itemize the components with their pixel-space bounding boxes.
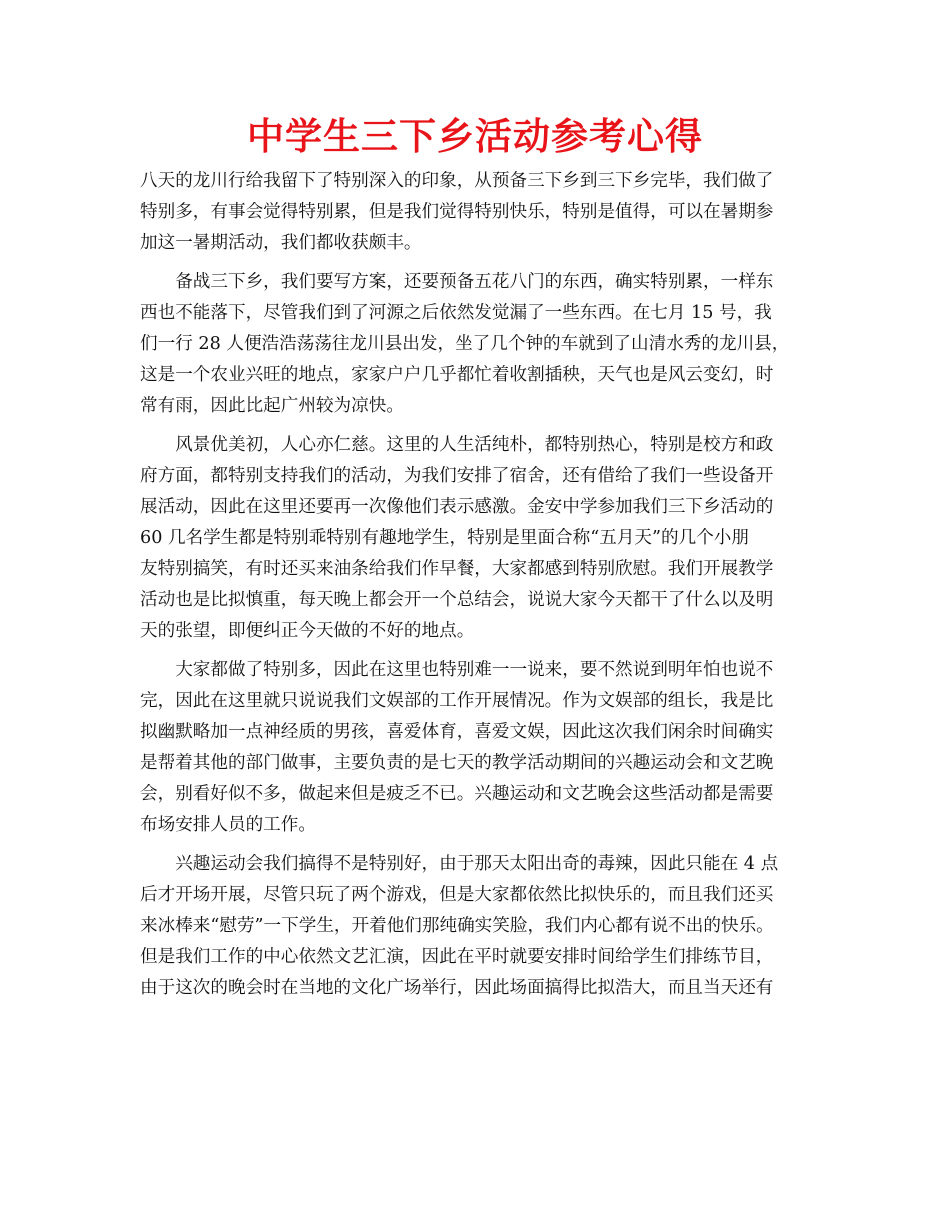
text-line: 由于这次的晚会时在当地的文化广场举行，因此场面搞得比拟浩大，而且当天还有 xyxy=(140,978,774,998)
text-line: 八天的龙川行给我留下了特别深入的印象，从预备三下乡到三下乡完毕，我们做了 xyxy=(140,171,774,191)
text-line: 们一行 28 人便浩浩荡荡往龙川县出发，坐了几个钟的车就到了山清水秀的龙川县， xyxy=(140,334,790,354)
paragraph xyxy=(140,430,820,647)
paragraph xyxy=(140,655,820,841)
text-line: 布场安排人员的工作。 xyxy=(140,815,316,835)
text-line: 天的张望，即便纠正今天做的不好的地点。 xyxy=(140,621,475,641)
paragraph xyxy=(140,267,820,422)
text-line: 来冰棒来“慰劳”一下学生，开着他们那纯确实笑脸，我们内心都有说不出的快乐。 xyxy=(140,916,774,936)
text-line: 60 几名学生都是特别乖特别有趣地学生，特别是里面合称“五月天”的几个小朋 xyxy=(140,528,749,548)
text-line: 完，因此在这里就只说说我们文娱部的工作开展情况。作为文娱部的组长，我是比 xyxy=(140,691,774,711)
text-line: 府方面，都特别支持我们的活动，为我们安排了宿舍，还有借给了我们一些设备开 xyxy=(140,466,774,486)
text-line: 备战三下乡，我们要写方案，还要预备五花八门的东西，确实特别累，一样东 xyxy=(140,272,774,292)
text-line: 西也不能落下，尽管我们到了河源之后依然发觉漏了一些东西。在七月 15 号，我 xyxy=(140,303,772,323)
text-line: 特别多，有事会觉得特别累，但是我们觉得特别快乐，特别是值得，可以在暑期参 xyxy=(140,202,774,222)
text-line: 展活动，因此在这里还要再一次像他们表示感激。金安中学参加我们三下乡活动的 xyxy=(140,497,774,517)
document-title: 中学生三下乡活动参考心得 xyxy=(247,115,703,158)
paragraph xyxy=(140,849,820,1004)
text-line: 但是我们工作的中心依然文艺汇演，因此在平时就要安排时间给学生们排练节目， xyxy=(140,947,774,967)
text-line: 风景优美初，人心亦仁慈。这里的人生活纯朴，都特别热心，特别是校方和政 xyxy=(140,435,774,455)
paragraph xyxy=(140,166,820,259)
text-line: 兴趣运动会我们搞得不是特别好，由于那天太阳出奇的毒辣，因此只能在 4 点 xyxy=(140,854,779,874)
text-line: 会，别看好似不多，做起来但是疲乏不已。兴趣运动和文艺晚会这些活动都是需要 xyxy=(140,784,774,804)
text-line: 活动也是比拟慎重，每天晚上都会开一个总结会，说说大家今天都干了什么以及明 xyxy=(140,590,774,610)
document-body xyxy=(140,166,820,1004)
text-line: 是帮着其他的部门做事，主要负责的是七天的教学活动期间的兴趣运动会和文艺晚 xyxy=(140,753,774,773)
text-line: 友特别搞笑，有时还买来油条给我们作早餐，大家都感到特别欣慰。我们开展教学 xyxy=(140,559,774,579)
text-line: 常有雨，因此比起广州较为凉快。 xyxy=(140,396,404,416)
text-line: 后才开场开展，尽管只玩了两个游戏，但是大家都依然比拟快乐的，而且我们还买 xyxy=(140,885,774,905)
text-line: 这是一个农业兴旺的地点，家家户户几乎都忙着收割插秧，天气也是风云变幻，时 xyxy=(140,365,774,385)
text-line: 加这一暑期活动，我们都收获颇丰。 xyxy=(140,233,422,253)
text-line: 拟幽默略加一点神经质的男孩，喜爱体育，喜爱文娱，因此这次我们闲余时间确实 xyxy=(140,722,774,742)
text-line: 大家都做了特别多，因此在这里也特别难一一说来，要不然说到明年怕也说不 xyxy=(140,660,774,680)
